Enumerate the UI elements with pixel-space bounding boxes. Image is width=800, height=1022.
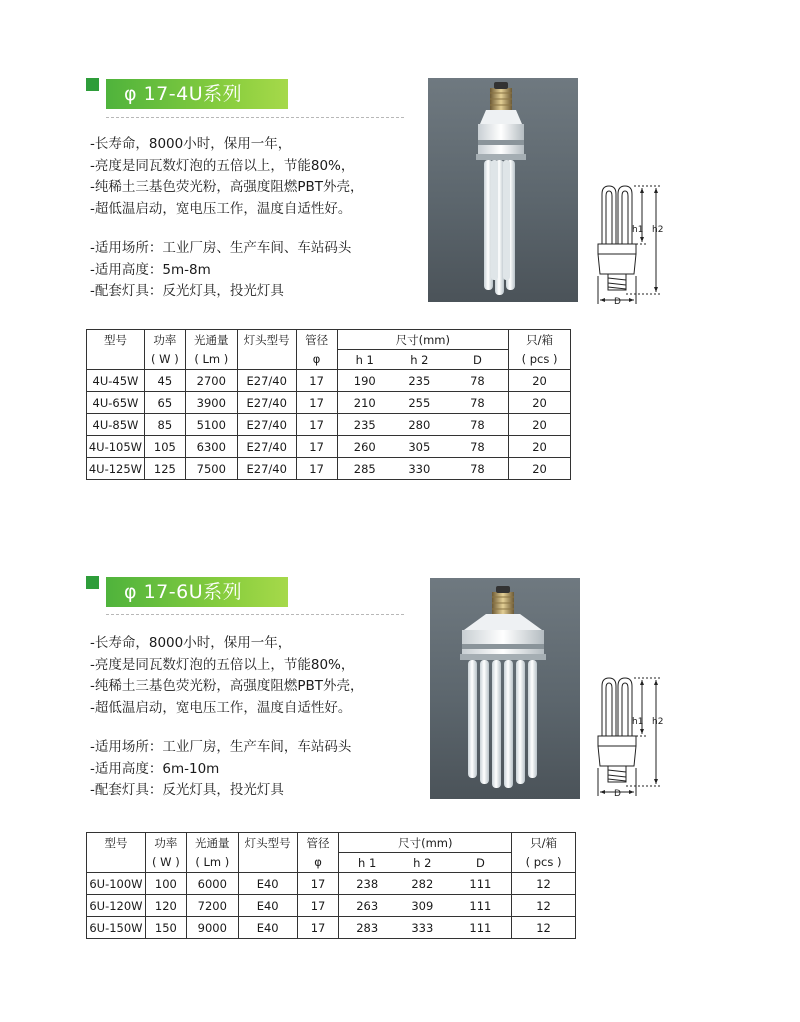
table-cell: 17 — [296, 458, 337, 480]
table-cell: 45 — [144, 370, 185, 392]
table-cell: 6300 — [185, 436, 237, 458]
feature-item: -长寿命，8000小时，保用一年， — [90, 136, 292, 152]
dimension-diagram — [590, 672, 670, 812]
feature-list — [90, 633, 364, 802]
col-subheader: h 2 — [395, 853, 450, 873]
table-cell: 283 — [339, 917, 395, 939]
table-cell: 3900 — [185, 392, 237, 414]
product-photo — [430, 578, 580, 799]
title-marker — [86, 576, 99, 589]
table-cell: 305 — [392, 436, 447, 458]
col-header: 灯头型号 — [237, 330, 296, 350]
col-subheader: h 1 — [337, 350, 392, 370]
col-subheader: ( W ) — [144, 350, 185, 370]
section-title: φ 17-6U系列 — [106, 577, 288, 607]
table-cell: 17 — [297, 873, 339, 895]
table-cell: 111 — [450, 873, 512, 895]
col-header: 尺寸(mm) — [337, 330, 509, 350]
table-cell: 78 — [447, 414, 509, 436]
col-subheader: φ — [296, 350, 337, 370]
col-header: 功率 — [145, 833, 186, 853]
table-cell: 12 — [512, 895, 576, 917]
table-cell: 4U-85W — [87, 414, 145, 436]
table-cell: 125 — [144, 458, 185, 480]
table-cell: 4U-65W — [87, 392, 145, 414]
col-subheader — [87, 853, 146, 873]
table-cell: 235 — [392, 370, 447, 392]
col-subheader — [237, 350, 296, 370]
table-row — [87, 392, 571, 414]
col-subheader: h 2 — [392, 350, 447, 370]
divider-line — [106, 614, 404, 615]
table-row — [87, 414, 571, 436]
table-cell: 5100 — [185, 414, 237, 436]
table-row — [87, 436, 571, 458]
table-subheader-row — [87, 350, 571, 370]
table-cell: 111 — [450, 895, 512, 917]
product-photo — [428, 78, 578, 302]
table-cell: 17 — [296, 392, 337, 414]
col-subheader: φ — [297, 853, 339, 873]
feature-item: -纯稀土三基色荧光粉，高强度阻燃PBT外壳， — [90, 678, 364, 694]
col-header: 型号 — [87, 330, 145, 350]
table-cell: 120 — [145, 895, 186, 917]
col-header: 管径 — [297, 833, 339, 853]
table-cell: 6U-120W — [87, 895, 146, 917]
col-header: 管径 — [296, 330, 337, 350]
table-row — [87, 873, 576, 895]
table-cell: 105 — [144, 436, 185, 458]
table-cell: 4U-45W — [87, 370, 145, 392]
table-cell: E40 — [238, 895, 297, 917]
col-header: 只/箱 — [509, 330, 571, 350]
col-subheader: h 1 — [339, 853, 395, 873]
table-cell: 333 — [395, 917, 450, 939]
table-row — [87, 895, 576, 917]
table-cell: 78 — [447, 392, 509, 414]
col-header: 只/箱 — [512, 833, 576, 853]
feature-item: -纯稀土三基色荧光粉，高强度阻燃PBT外壳， — [90, 179, 364, 195]
table-cell: 17 — [297, 895, 339, 917]
col-header: 光通量 — [186, 833, 238, 853]
lamp-4u-photo — [428, 78, 578, 302]
title-marker — [86, 78, 99, 91]
table-cell: 12 — [512, 873, 576, 895]
table-cell: 12 — [512, 917, 576, 939]
table-cell: 17 — [296, 370, 337, 392]
usage-item: -适用场所：工业厂房，生产车间，车站码头 — [90, 739, 352, 755]
table-cell: 111 — [450, 917, 512, 939]
table-cell: E40 — [238, 873, 297, 895]
table-cell: 9000 — [186, 917, 238, 939]
feature-item: -亮度是同瓦数灯泡的五倍以上，节能80%， — [90, 656, 355, 673]
feature-item: -超低温启动，宽电压工作，温度自适性好。 — [90, 200, 352, 217]
dimension-diagram — [590, 180, 670, 320]
table-cell: E40 — [238, 917, 297, 939]
table-cell: 282 — [395, 873, 450, 895]
h1-label: h1 — [632, 225, 644, 235]
usage-item: -适用高度：6m-10m — [90, 760, 220, 777]
col-header: 型号 — [87, 833, 146, 853]
feature-item: -超低温启动，宽电压工作，温度自适性好。 — [90, 699, 352, 716]
table-cell: 20 — [509, 414, 571, 436]
divider-line — [106, 117, 404, 118]
table-header-row — [87, 330, 571, 350]
table-cell: 263 — [339, 895, 395, 917]
table-cell: 78 — [447, 458, 509, 480]
table-cell: 17 — [296, 414, 337, 436]
table-cell: 150 — [145, 917, 186, 939]
feature-item: -长寿命，8000小时，保用一年， — [90, 635, 292, 651]
table-cell: 255 — [392, 392, 447, 414]
table-cell: 20 — [509, 458, 571, 480]
table-cell: E27/40 — [237, 370, 296, 392]
col-subheader: ( Lm ) — [186, 853, 238, 873]
usage-item: -配套灯具：反光灯具，投光灯具 — [90, 782, 284, 798]
lamp-6u-photo — [430, 578, 580, 799]
table-cell: 210 — [337, 392, 392, 414]
table-cell: 100 — [145, 873, 186, 895]
table-cell: 190 — [337, 370, 392, 392]
col-header: 功率 — [144, 330, 185, 350]
col-subheader — [87, 350, 145, 370]
h1-label: h1 — [632, 717, 644, 727]
d-label: D — [614, 297, 621, 307]
feature-item: -亮度是同瓦数灯泡的五倍以上，节能80%， — [90, 157, 355, 174]
table-cell: 78 — [447, 370, 509, 392]
col-header: 尺寸(mm) — [339, 833, 512, 853]
usage-item: -适用高度：5m-8m — [90, 261, 211, 278]
table-cell: 4U-105W — [87, 436, 145, 458]
table-cell: 17 — [297, 917, 339, 939]
table-cell: 309 — [395, 895, 450, 917]
table-cell: 235 — [337, 414, 392, 436]
table-cell: 20 — [509, 436, 571, 458]
feature-list — [90, 134, 364, 303]
spec-table — [86, 832, 576, 939]
table-cell: E27/40 — [237, 392, 296, 414]
table-row — [87, 458, 571, 480]
table-row — [87, 370, 571, 392]
table-cell: 7200 — [186, 895, 238, 917]
table-cell: 330 — [392, 458, 447, 480]
table-cell: 260 — [337, 436, 392, 458]
col-subheader: ( pcs ) — [512, 853, 576, 873]
col-subheader: ( pcs ) — [509, 350, 571, 370]
col-subheader — [238, 853, 297, 873]
table-cell: 238 — [339, 873, 395, 895]
table-row — [87, 917, 576, 939]
table-cell: 78 — [447, 436, 509, 458]
section-title: φ 17-4U系列 — [106, 79, 288, 109]
table-cell: 280 — [392, 414, 447, 436]
spec-table — [86, 329, 571, 480]
table-header-row — [87, 833, 576, 853]
usage-item: -适用场所：工业厂房、生产车间、车站码头 — [90, 240, 352, 256]
table-cell: 4U-125W — [87, 458, 145, 480]
table-cell: 20 — [509, 370, 571, 392]
table-cell: E27/40 — [237, 458, 296, 480]
usage-item: -配套灯具：反光灯具，投光灯具 — [90, 283, 284, 299]
table-cell: 20 — [509, 392, 571, 414]
table-cell: 6U-150W — [87, 917, 146, 939]
col-subheader: ( Lm ) — [185, 350, 237, 370]
table-cell: 17 — [296, 436, 337, 458]
table-cell: 65 — [144, 392, 185, 414]
table-cell: E27/40 — [237, 414, 296, 436]
table-subheader-row — [87, 853, 576, 873]
table-cell: 6U-100W — [87, 873, 146, 895]
col-subheader: ( W ) — [145, 853, 186, 873]
col-header: 灯头型号 — [238, 833, 297, 853]
h2-label: h2 — [652, 717, 664, 727]
table-cell: 7500 — [185, 458, 237, 480]
col-header: 光通量 — [185, 330, 237, 350]
h2-label: h2 — [652, 225, 664, 235]
table-cell: 85 — [144, 414, 185, 436]
table-cell: 2700 — [185, 370, 237, 392]
table-cell: 285 — [337, 458, 392, 480]
d-label: D — [614, 789, 621, 799]
table-cell: 6000 — [186, 873, 238, 895]
table-cell: E27/40 — [237, 436, 296, 458]
col-subheader: D — [447, 350, 509, 370]
col-subheader: D — [450, 853, 512, 873]
